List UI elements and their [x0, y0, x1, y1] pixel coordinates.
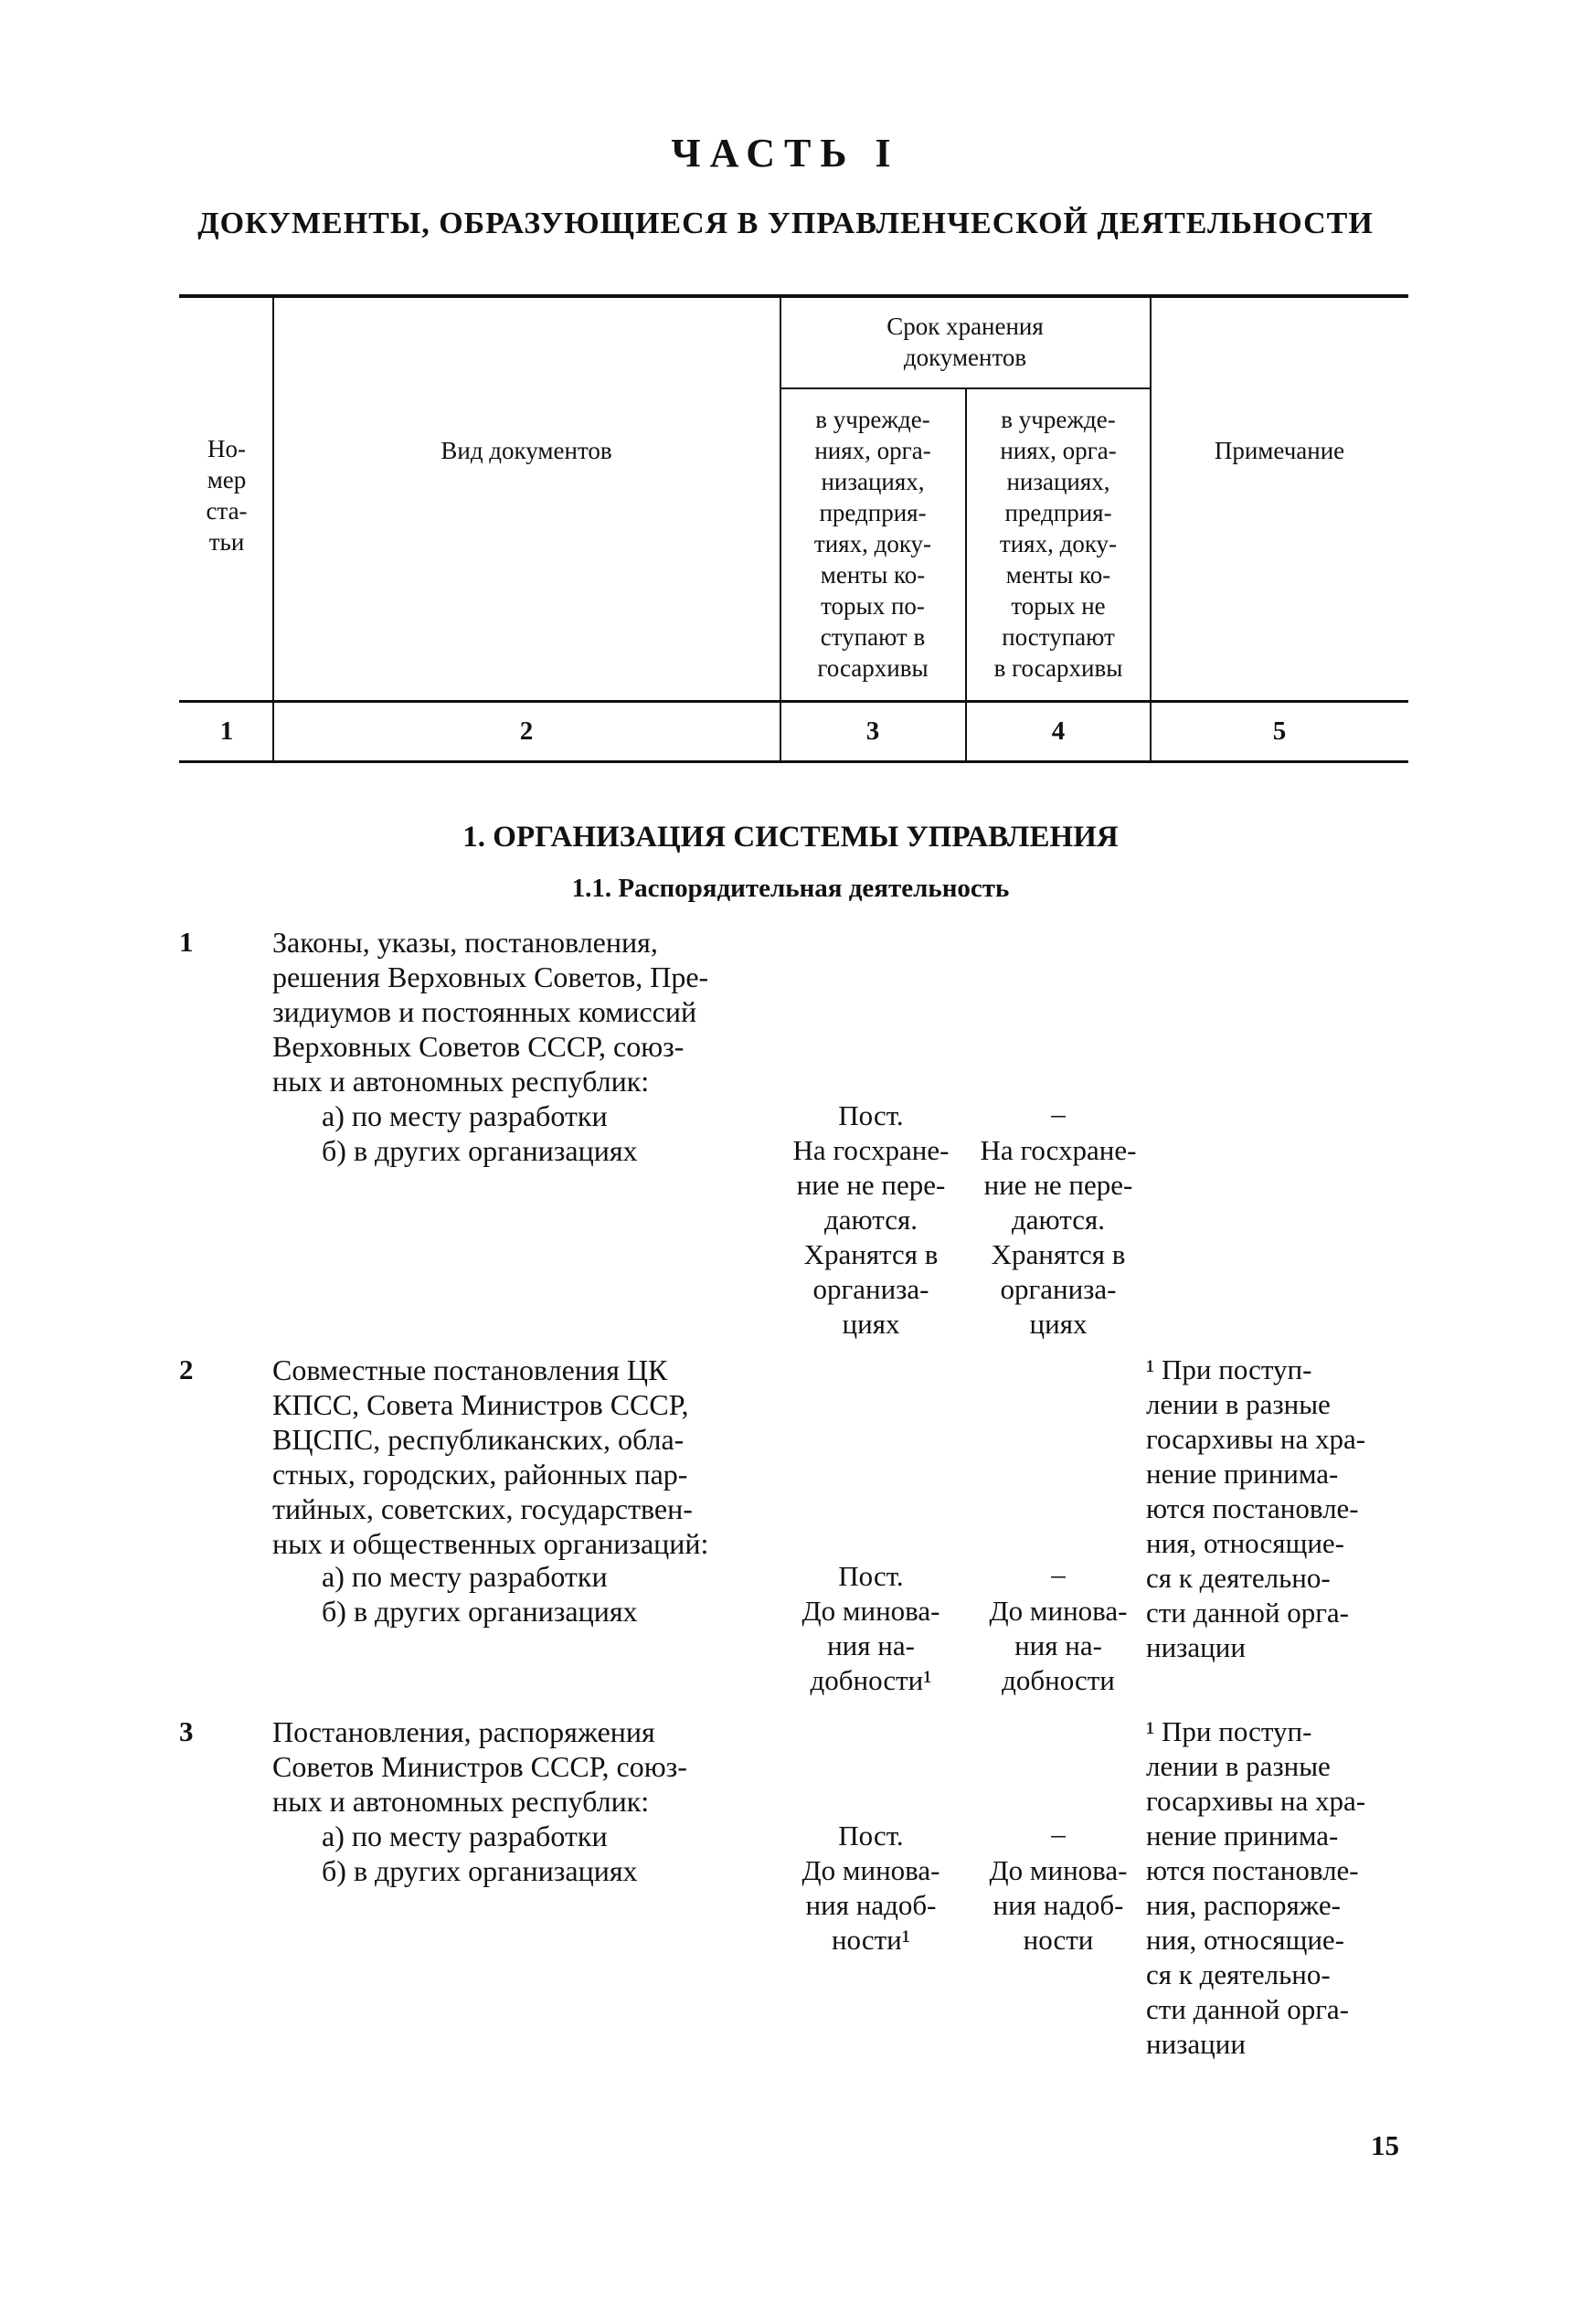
- storage-archived-b: На госхране- ние не пере- даются. Хранятся в организа- циях: [792, 1134, 950, 1340]
- table-header-bottom-rule: [179, 700, 1408, 703]
- article-item-a: а) по месту разработки: [322, 1820, 608, 1852]
- storage-not-archived-a: –: [1051, 1558, 1066, 1590]
- column-number-1: 1: [219, 716, 234, 746]
- header-storage-not-archived: в учрежде- ниях, орга- низациях, предприя- тиях, доку- менты ко- торых не поступают в госархивы: [993, 406, 1123, 682]
- document-title: ДОКУМЕНТЫ, ОБРАЗУЮЩИЕСЯ В УПРАВЛЕНЧЕСКОЙ ДЕЯТЕЛЬНОСТИ: [197, 207, 1374, 240]
- storage-not-archived-b: До минова- ния надоб- ности: [989, 1854, 1128, 1956]
- header-storage-period: Срок хранения документов: [886, 313, 1044, 371]
- column-number-5: 5: [1272, 716, 1287, 746]
- article-number: 3: [179, 1715, 194, 1747]
- article-note: ¹ При поступ- лении в разные госархивы на хра- нение принима- ются постановле- ния, распоряже- ния, относящие- ся к деятельно- сти данной орга- низации: [1146, 1715, 1366, 2060]
- header-note: Примечание: [1214, 437, 1345, 464]
- header-storage-archived: в учрежде- ниях, орга- низациях, предприя- тиях, доку- менты ко- торых по- ступают в госархивы: [813, 406, 932, 682]
- column-divider-1: [272, 296, 274, 762]
- storage-not-archived-b: До минова- ния на- добности: [989, 1595, 1128, 1696]
- article-item-b: б) в других организациях: [322, 1595, 638, 1628]
- header-document-type: Вид документов: [441, 437, 612, 464]
- storage-not-archived-a: –: [1051, 1818, 1066, 1850]
- column-number-2: 2: [519, 716, 534, 746]
- table-numbers-bottom-rule: [179, 760, 1408, 763]
- section-title: 1. ОРГАНИЗАЦИЯ СИСТЕМЫ УПРАВЛЕНИЯ: [462, 821, 1119, 854]
- article-item-b: б) в других организациях: [322, 1854, 638, 1887]
- article-text: Законы, указы, постановления, решения Верховных Советов, Пре- зидиумов и постоянных комиссий Верховных Советов СССР, союз- ных и автономных республик:: [272, 926, 709, 1098]
- part-title: ЧАСТЬ I: [671, 131, 900, 175]
- article-text: Постановления, распоряжения Советов Министров СССР, союз- ных и автономных республик:: [272, 1715, 687, 1818]
- storage-not-archived-a: –: [1051, 1098, 1066, 1130]
- column-divider-4: [1150, 296, 1152, 762]
- header-article-number: Но- мер ста- тьи: [206, 435, 248, 556]
- column-number-4: 4: [1051, 716, 1066, 746]
- table-top-rule: [179, 294, 1408, 298]
- column-number-3: 3: [865, 716, 880, 746]
- article-item-b: б) в других организациях: [322, 1134, 638, 1167]
- storage-not-archived-b: На госхране- ние не пере- даются. Хранятся в организа- циях: [980, 1134, 1137, 1340]
- storage-archived-a: Пост.: [838, 1560, 904, 1592]
- article-number: 1: [179, 926, 194, 958]
- page-number: 15: [1371, 2129, 1399, 2161]
- article-note: ¹ При поступ- лении в разные госархивы на хра- нение принима- ются постановле- ния, относящие- ся к деятельно- сти данной орга- низации: [1146, 1353, 1366, 1663]
- article-number: 2: [179, 1353, 194, 1385]
- storage-archived-a: Пост.: [838, 1099, 904, 1131]
- article-item-a: а) по месту разработки: [322, 1560, 608, 1593]
- article-item-a: а) по месту разработки: [322, 1099, 608, 1132]
- storage-archived-a: Пост.: [838, 1820, 904, 1852]
- storage-archived-b: До минова- ния на- добности¹: [801, 1595, 940, 1696]
- storage-archived-b: До минова- ния надоб- ности¹: [801, 1854, 940, 1956]
- subsection-title: 1.1. Распорядительная деятельность: [571, 874, 1010, 903]
- article-text: Совместные постановления ЦК КПСС, Совета Министров СССР, ВЦСПС, республиканских, обла- стных, городских, районных пар- тийных, советских, государствен- ных и общественных организаций:: [272, 1353, 709, 1560]
